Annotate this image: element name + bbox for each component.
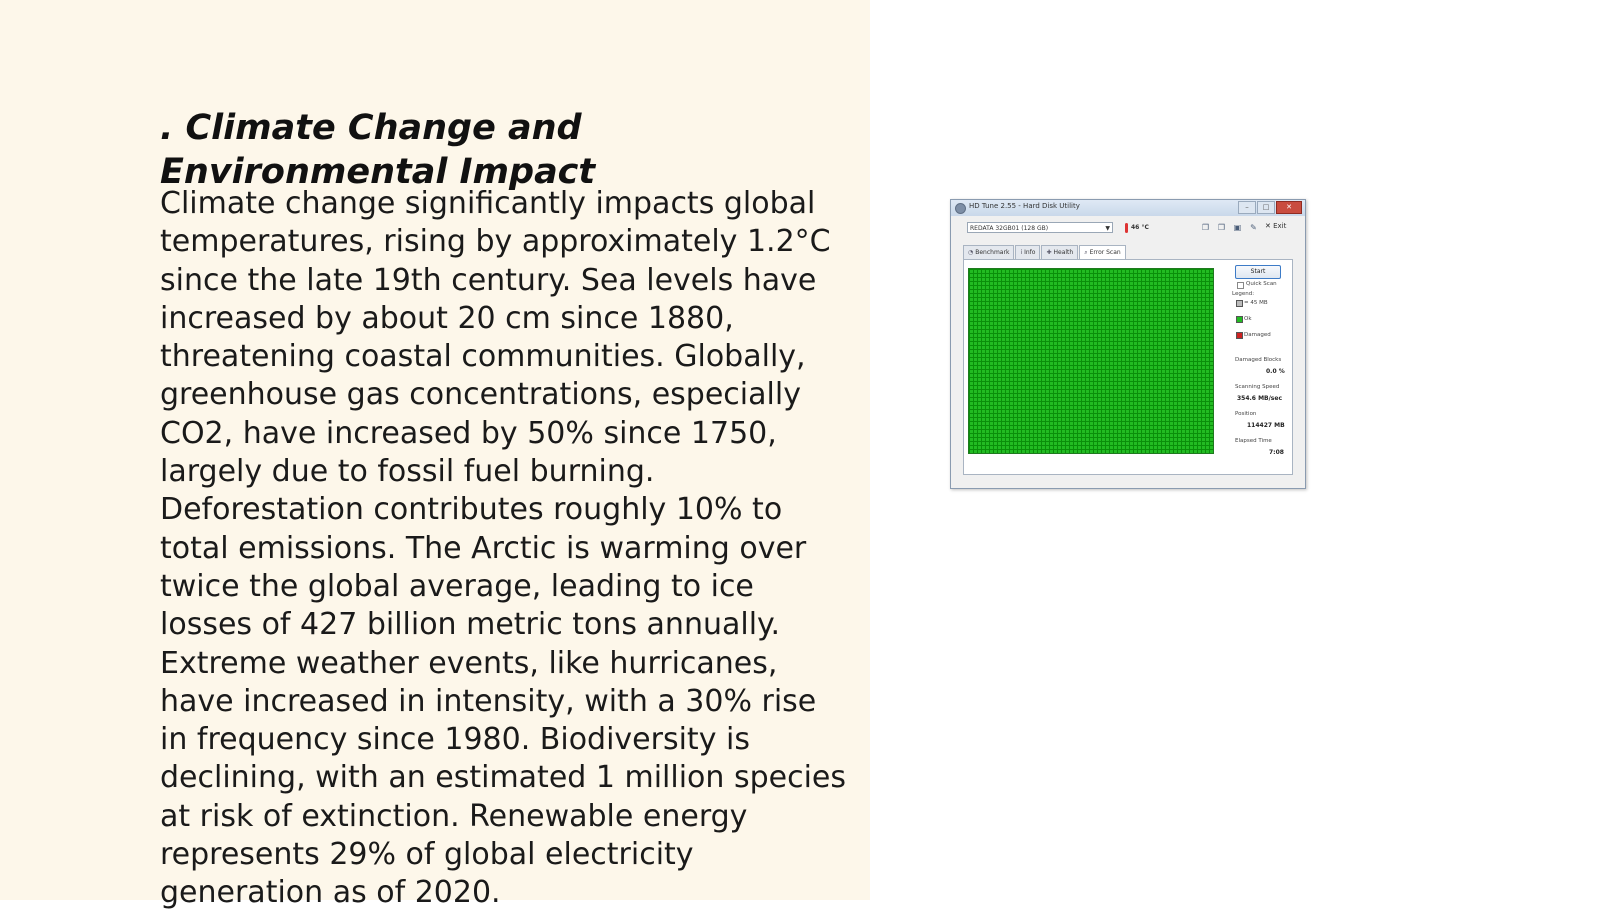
legend-label: Legend: [1232,291,1255,297]
tab-label: Error Scan [1089,249,1121,256]
legend-damaged-label: Damaged [1244,332,1271,338]
tab-info[interactable] [1015,245,1040,259]
tab-error-scan[interactable] [1079,245,1126,260]
elapsed-time-value: 7:08 [1269,449,1284,456]
slide-title: . Climate Change and Environmental Impact [160,108,596,192]
hdtune-screenshot [950,199,1306,489]
minimize-icon[interactable]: – [1238,201,1256,214]
legend-block-swatch [1236,300,1243,307]
scanning-speed-label: Scanning Speed [1235,384,1280,390]
window-titlebar [951,200,1305,216]
drive-select-value: REDATA 32GB01 (128 GB) [970,225,1049,232]
app-icon [955,203,966,214]
benchmark-icon: ◔ [968,249,974,256]
damaged-blocks-value: 0.0 % [1266,368,1285,375]
damaged-blocks-label: Damaged Blocks [1235,357,1282,363]
legend-ok-swatch [1236,316,1243,323]
position-value: 114427 MB [1247,422,1285,429]
tab-label: Benchmark [975,249,1010,256]
legend-block-size: = 45 MB [1244,300,1268,306]
chevron-down-icon: ▼ [1105,225,1110,232]
copy-screenshot-icon[interactable]: ❐ [1217,223,1226,232]
exit-label: Exit [1273,222,1287,230]
save-icon[interactable]: ▣ [1233,223,1242,232]
window-controls [1238,201,1302,214]
quick-scan-label: Quick Scan [1246,281,1277,287]
error-scan-pane [963,259,1293,475]
close-icon[interactable]: ✕ [1276,201,1302,214]
copy-text-icon[interactable]: ❐ [1201,223,1210,232]
exit-button[interactable] [1265,222,1286,230]
legend-damaged-swatch [1236,332,1243,339]
tab-bar [963,245,1127,259]
info-icon: ⅰ [1020,249,1023,256]
quick-scan-checkbox[interactable] [1237,282,1244,289]
options-icon[interactable]: ✎ [1250,223,1257,232]
exit-icon: ✕ [1265,222,1271,230]
temperature-readout: 46 °C [1131,224,1149,231]
legend-ok-label: Ok [1244,316,1252,322]
slide-body-text: Climate change significantly impacts global temperatures, rising by approximately 1.2°C since the late 19th century. Sea levels have increased by about 20 cm since 1880, threatening coastal communities. Globally, greenhouse gas concentrations, especially CO2, have increased by 50% since 1750, largely due to fossil fuel burning. Deforestation contributes roughly 10% to total emissions. The Arctic is warming over twice the global average, leading to ice losses of 427 billion metric tons annually. Extreme weather events, like hurricanes, have increased in intensity, with a 30% rise in frequency since 1980. Biodiversity is declining, with an estimated 1 million species at risk of extinction. Renewable energy represents 29% of global electricity generation as of 2020. [160,186,846,911]
elapsed-time-label: Elapsed Time [1235,438,1272,444]
tab-benchmark[interactable] [963,245,1014,259]
thermometer-icon [1125,223,1128,233]
start-button[interactable]: Start [1235,265,1281,279]
position-label: Position [1235,411,1257,417]
toolbar [951,218,1305,240]
maximize-icon[interactable]: □ [1257,201,1275,214]
scanning-speed-value: 354.6 MB/sec [1237,395,1282,402]
tab-label: Info [1024,249,1036,256]
health-icon: ✚ [1046,249,1052,256]
drive-select[interactable] [967,222,1113,233]
error-scan-icon: ⌕ [1084,249,1088,256]
window-title: HD Tune 2.55 - Hard Disk Utility [969,202,1080,210]
tab-health[interactable] [1041,245,1078,259]
tab-label: Health [1053,249,1074,256]
scan-block-grid [968,268,1214,454]
